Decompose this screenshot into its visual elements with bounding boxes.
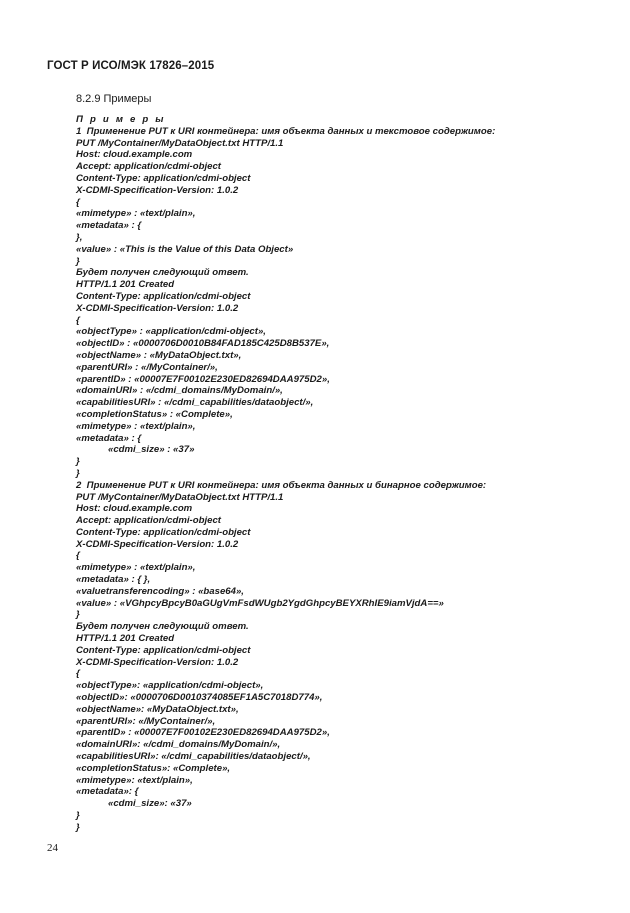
code-line: HTTP/1.1 201 Created <box>76 279 175 291</box>
standard-header: ГОСТ Р ИСО/МЭК 17826–2015 <box>47 60 215 72</box>
code-line: «objectName» : «MyDataObject.txt», <box>76 349 242 361</box>
code-line: X-CDMI-Specification-Version: 1.0.2 <box>76 184 239 196</box>
response-intro: Будет получен следующий ответ. <box>76 267 249 279</box>
code-line: { <box>76 196 80 208</box>
example-1-heading: 1 Применение PUT к URI контейнера: имя объекта данных и текстовое содержимое: <box>76 125 496 137</box>
code-line: «mimetype» : «text/plain», <box>76 562 196 574</box>
code-line: «value» : «VGhpcyBpcyB0aGUgVmFsdWUgb2YgdGhpcyBEYXRhIE9iamVjdA==» <box>76 597 444 609</box>
code-line: Host: cloud.example.com <box>76 149 193 161</box>
code-line: X-CDMI-Specification-Version: 1.0.2 <box>76 656 239 668</box>
code-line: PUT /MyContainer/MyDataObject.txt HTTP/1.1 <box>76 137 284 149</box>
code-line: }, <box>76 231 83 243</box>
code-line: «parentID» : «00007E7F00102E230ED82694DAA975D2», <box>76 727 330 739</box>
code-line: } <box>76 255 80 267</box>
code-line: «cdmi_size»: «37» <box>108 798 192 810</box>
page-number: 24 <box>47 842 58 854</box>
example-2-heading: 2 Применение PUT к URI контейнера: имя объекта данных и бинарное содержимое: <box>76 479 487 491</box>
code-line: { <box>76 550 80 562</box>
code-line: «metadata» : { <box>76 220 142 232</box>
code-line: «parentURI» : «/MyContainer/», <box>76 361 218 373</box>
code-line: «parentURI»: «/MyContainer/», <box>76 715 216 727</box>
code-line: «completionStatus» : «Complete», <box>76 408 233 420</box>
code-line: «objectType»: «application/cdmi-object», <box>76 680 264 692</box>
code-line: X-CDMI-Specification-Version: 1.0.2 <box>76 302 239 314</box>
code-line: PUT /MyContainer/MyDataObject.txt HTTP/1.1 <box>76 491 284 503</box>
code-line: Content-Type: application/cdmi-object <box>76 526 251 538</box>
code-line: «mimetype» : «text/plain», <box>76 420 196 432</box>
examples-caption: П р и м е р ы <box>76 114 166 125</box>
code-line: «metadata» : { <box>76 432 142 444</box>
code-line: { <box>76 314 80 326</box>
code-line: } <box>76 456 80 468</box>
code-line: «objectID» : «0000706D0010B84FAD185C425D8B537E», <box>76 338 330 350</box>
code-line: } <box>76 821 80 833</box>
code-line: «metadata» : { }, <box>76 574 151 586</box>
section-title: 8.2.9 Примеры <box>76 93 152 105</box>
code-line: «domainURI»: «/cdmi_domains/MyDomain/», <box>76 739 281 751</box>
code-line: Host: cloud.example.com <box>76 503 193 515</box>
code-line: «capabilitiesURI»: «/cdmi_capabilities/dataobject/», <box>76 751 311 763</box>
code-line: «objectName»: «MyDataObject.txt», <box>76 703 239 715</box>
code-line: «cdmi_size» : «37» <box>108 444 195 456</box>
code-line: «mimetype»: «text/plain», <box>76 774 193 786</box>
code-line: } <box>76 609 80 621</box>
code-line: Accept: application/cdmi-object <box>76 161 221 173</box>
code-line: } <box>76 467 80 479</box>
code-line: «mimetype» : «text/plain», <box>76 208 196 220</box>
examples-body <box>76 114 596 834</box>
code-line: «domainURI» : «/cdmi_domains/MyDomain/», <box>76 385 283 397</box>
code-line: «capabilitiesURI» : «/cdmi_capabilities/dataobject/», <box>76 397 314 409</box>
code-line: «valuetransferencoding» : «base64», <box>76 585 244 597</box>
code-line: Accept: application/cdmi-object <box>76 515 221 527</box>
code-line: X-CDMI-Specification-Version: 1.0.2 <box>76 538 239 550</box>
response-intro: Будет получен следующий ответ. <box>76 621 249 633</box>
code-line: Content-Type: application/cdmi-object <box>76 290 251 302</box>
code-line: { <box>76 668 80 680</box>
code-line: «objectType» : «application/cdmi-object», <box>76 326 266 338</box>
code-line: } <box>76 810 80 822</box>
code-line: «value» : «This is the Value of this Data Object» <box>76 243 294 255</box>
code-line: Content-Type: application/cdmi-object <box>76 644 251 656</box>
code-line: «parentID» : «00007E7F00102E230ED82694DAA975D2», <box>76 373 330 385</box>
code-line: Content-Type: application/cdmi-object <box>76 172 251 184</box>
code-line: «completionStatus»: «Complete», <box>76 762 231 774</box>
code-line: «objectID»: «0000706D0010374085EF1A5C7018D774», <box>76 692 323 704</box>
code-line: HTTP/1.1 201 Created <box>76 633 175 645</box>
code-line: «metadata»: { <box>76 786 139 798</box>
